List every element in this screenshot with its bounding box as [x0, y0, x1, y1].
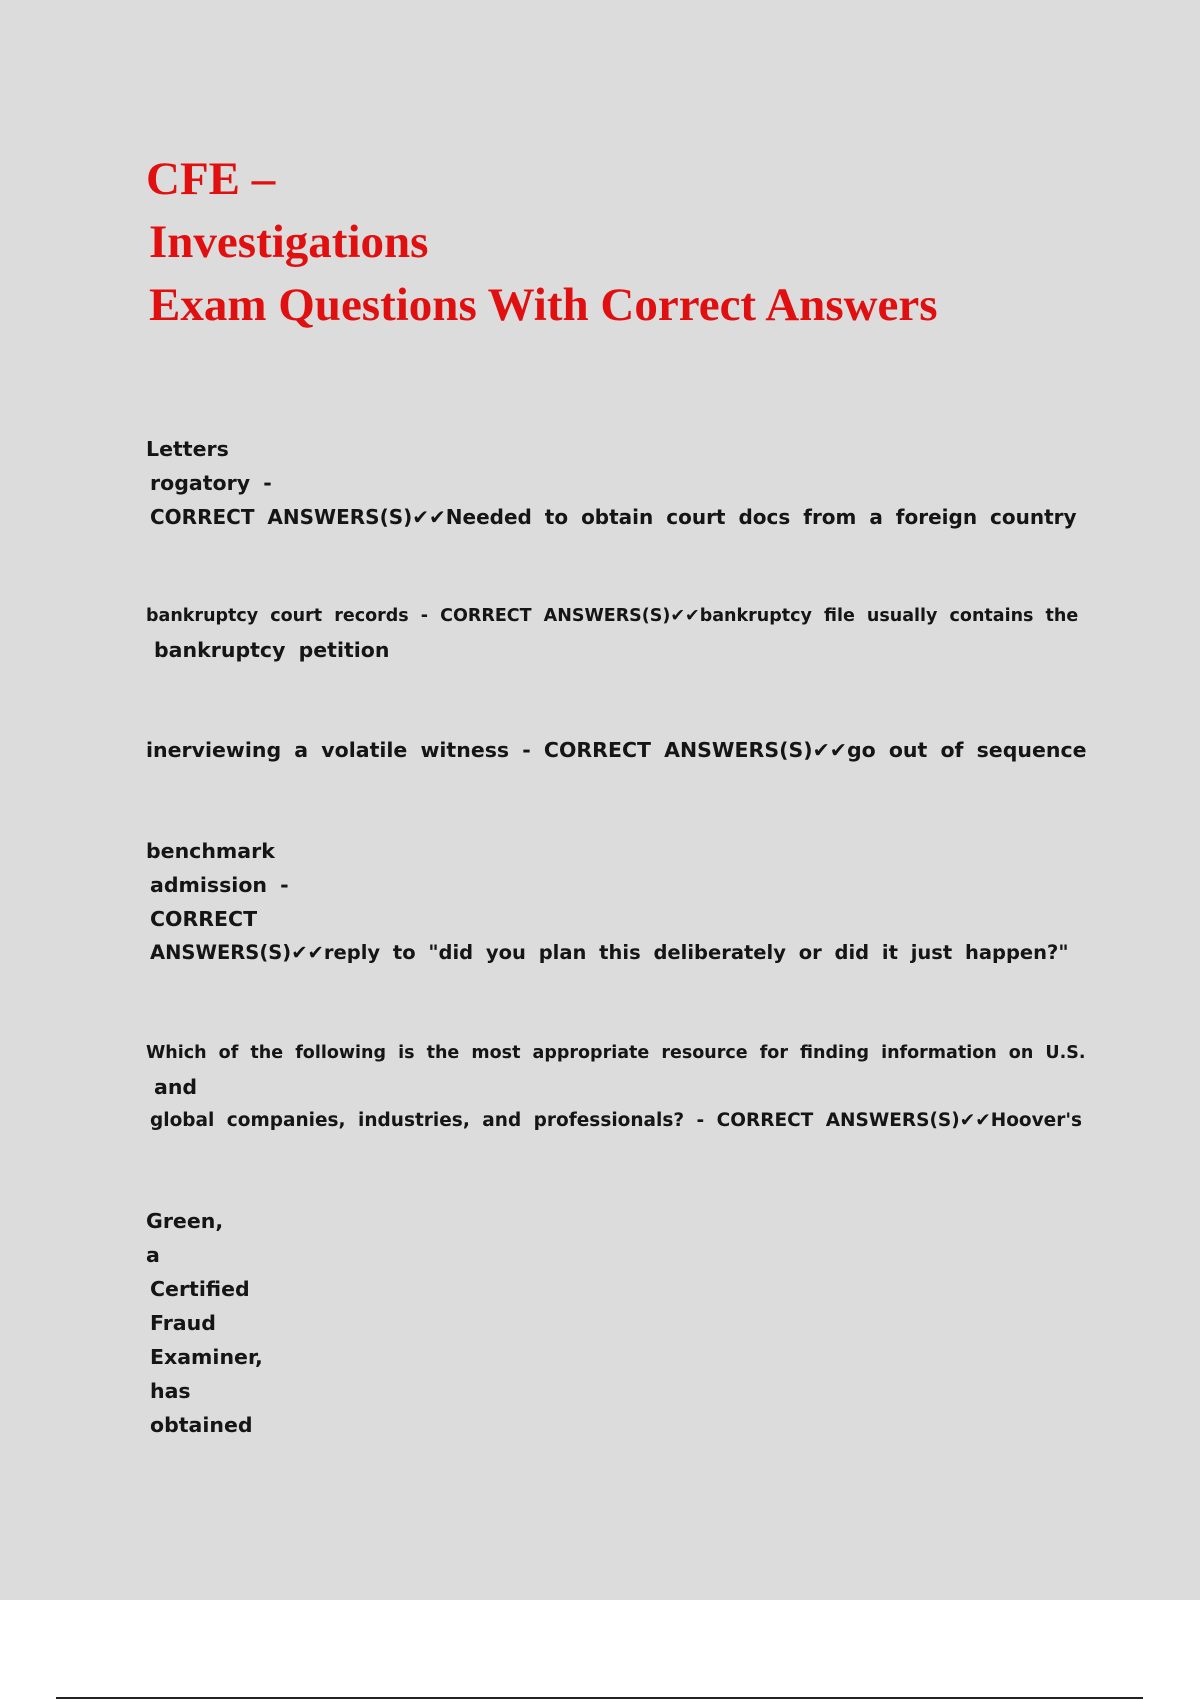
qa-entry-benchmark-admission — [146, 834, 1088, 970]
qa-line: Which of the following is the most appropriate resource for finding information on U.S. — [146, 1043, 1086, 1063]
qa-line: obtained — [150, 1413, 253, 1437]
qa-line: CORRECT — [150, 907, 258, 931]
qa-line: a — [146, 1243, 160, 1267]
qa-line: Examiner, — [150, 1345, 263, 1369]
qa-line: inerviewing a volatile witness - CORRECT ANSWERS(S)✔✔go out of sequence — [146, 738, 1087, 762]
qa-line: and — [154, 1075, 198, 1099]
qa-line: Certified — [150, 1277, 250, 1301]
document-title — [146, 148, 938, 337]
qa-line: Green, — [146, 1209, 224, 1233]
qa-line: bankruptcy court records - CORRECT ANSWERS(S)✔✔bankruptcy file usually contains the — [146, 606, 1079, 626]
qa-line: rogatory - — [150, 471, 272, 495]
qa-entry-green-cfe — [146, 1204, 1088, 1442]
qa-line: has — [150, 1379, 191, 1403]
qa-entry-volatile-witness — [146, 733, 1088, 767]
qa-line: benchmark — [146, 839, 275, 863]
qa-line: Fraud — [150, 1311, 216, 1335]
title-line-3: Exam Questions With Correct Answers — [149, 279, 938, 331]
qa-line: CORRECT ANSWERS(S)✔✔Needed to obtain court docs from a foreign country — [150, 505, 1077, 529]
qa-line: admission - — [150, 873, 289, 897]
qa-entry-hoovers — [146, 1036, 1088, 1138]
qa-line: Letters — [146, 437, 229, 461]
footer-rule — [56, 1697, 1143, 1699]
qa-line: bankruptcy petition — [154, 638, 390, 662]
title-line-1: CFE – — [146, 153, 276, 205]
qa-entry-bankruptcy-court-records — [146, 599, 1088, 667]
qa-line: global companies, industries, and professionals? - CORRECT ANSWERS(S)✔✔Hoover's — [150, 1110, 1083, 1131]
qa-entry-letters-rogatory — [146, 432, 1088, 534]
title-line-2: Investigations — [149, 216, 429, 268]
qa-line: ANSWERS(S)✔✔reply to "did you plan this deliberately or did it just happen?" — [150, 941, 1069, 964]
